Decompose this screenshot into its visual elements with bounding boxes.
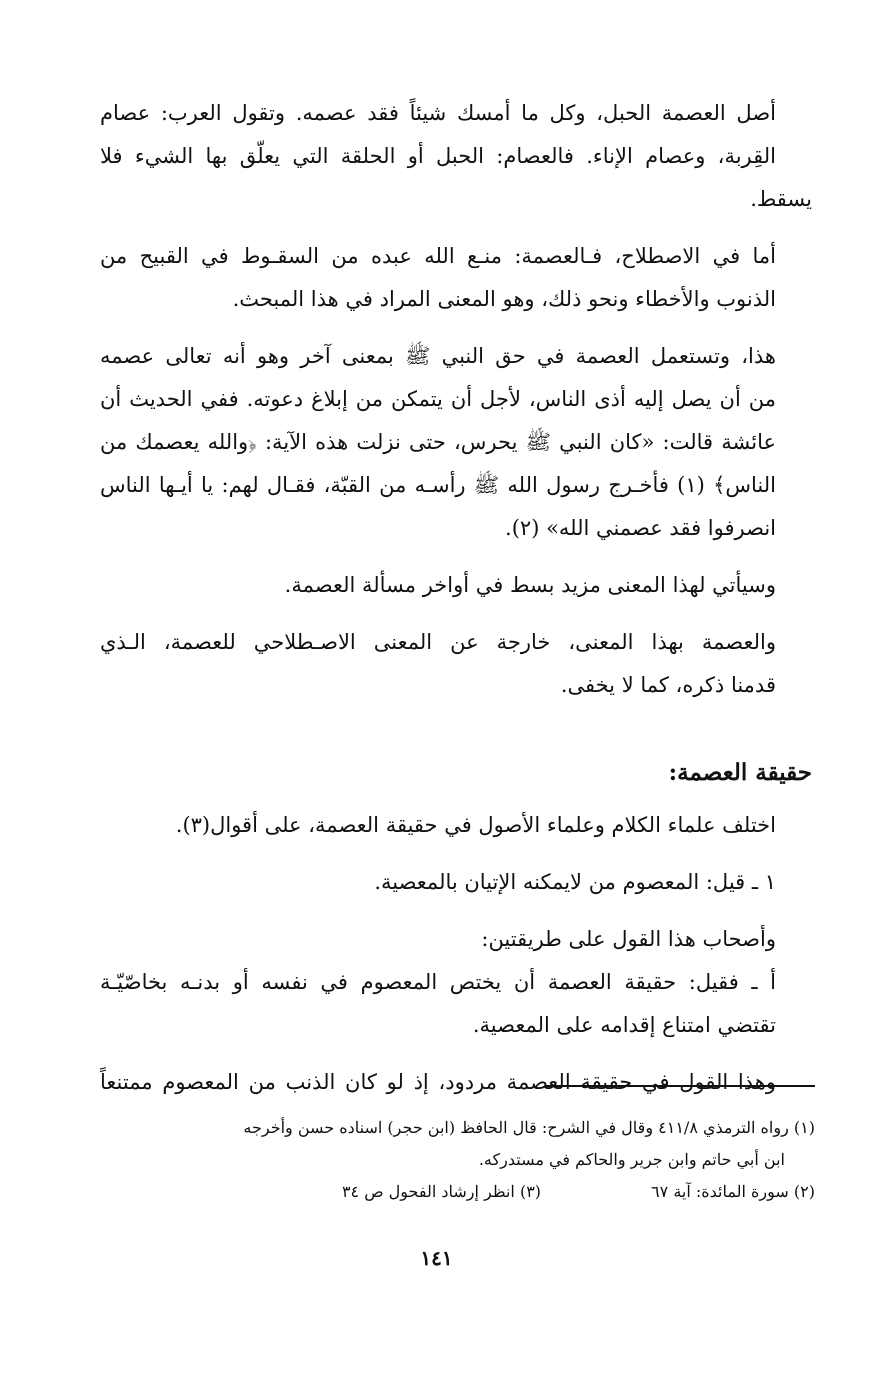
- section-paragraph-4: [100, 961, 812, 1047]
- paragraph-line: القِربة، وعصام الإناء. فالعصام: الحبل أو الحلقة التي يعلّق بها الشيء فلا يسقط.: [100, 144, 812, 211]
- paragraph-4: [100, 564, 812, 607]
- page-body: [100, 92, 812, 1118]
- footnote-2: (٢) سورة المائدة: آية ٦٧: [651, 1182, 815, 1201]
- footnote-1-continuation: ابن أبي حاتم وابن جرير والحاكم في مستدركه.: [478, 1150, 785, 1169]
- footnote-divider: [545, 1085, 815, 1087]
- paragraph-line: قدمنا ذكره، كما لا يخفى.: [560, 673, 776, 697]
- paragraph-line: من أن يصل إليه أذى الناس، لأجل أن يتمكن من إبلاغ دعوته. ففي الحديث أن: [100, 387, 776, 411]
- paragraph-line: أصل العصمة الحبل، وكل ما أمسك شيئاً فقد عصمه. وتقول العرب: عصام: [100, 101, 776, 125]
- paragraph-line: انصرفوا فقد عصمني الله» (٢).: [505, 516, 776, 540]
- paragraph-line: عائشة قالت: «كان النبي ﷺ يحرس، حتى نزلت هذه الآية: ﴿والله يعصمك من: [100, 430, 776, 454]
- paragraph-line: الناس﴾ (١) فأخـرج رسول الله ﷺ رأسـه من القبّة، فقـال لهم: يا أيـها الناس: [100, 473, 777, 497]
- paragraph-line: ١ ـ قيل: المعصوم من لايمكنه الإتيان بالمعصية.: [374, 870, 776, 894]
- section-paragraph-3: [100, 918, 812, 961]
- paragraph-line: تقتضي امتناع إقدامه على المعصية.: [472, 1013, 776, 1037]
- footnote-row: [110, 1176, 815, 1208]
- section-paragraph-5: [100, 1061, 812, 1104]
- section-paragraph-2: [100, 861, 812, 904]
- paragraph-line: وهذا القول في حقيقة العصمة مردود، إذ لو كان الذنب من المعصوم ممتنعاً: [100, 1070, 776, 1094]
- paragraph-line: هذا، وتستعمل العصمة في حق النبي ﷺ بمعنى آخر وهو أنه تعالى عصمه: [100, 344, 776, 368]
- paragraph-line: اختلف علماء الكلام وعلماء الأصول في حقيقة العصمة، على أقوال(٣).: [175, 813, 776, 837]
- paragraph-line: وسيأتي لهذا المعنى مزيد بسط في أواخر مسألة العصمة.: [284, 573, 776, 597]
- paragraph-1: [100, 92, 812, 221]
- paragraph-line: والعصمة بهذا المعنى، خارجة عن المعنى الاصـطلاحي للعصمة، الـذي: [100, 630, 776, 654]
- paragraph-line: الذنوب والأخطاء ونحو ذلك، وهو المعنى المراد في هذا المبحث.: [232, 287, 776, 311]
- paragraph-line: وأصحاب هذا القول على طريقتين:: [481, 927, 776, 951]
- section-heading: حقيقة العصمة:: [668, 759, 812, 786]
- section-paragraph-1: [100, 804, 812, 847]
- paragraph-5: [100, 621, 812, 707]
- page-number: ١٤١: [420, 1246, 453, 1270]
- paragraph-2: [100, 235, 812, 321]
- footnote-3: (٣) انظر إرشاد الفحول ص ٣٤: [341, 1182, 542, 1201]
- paragraph-3: [100, 335, 812, 550]
- paragraph-line: أما في الاصطلاح، فـالعصمة: منـع الله عبده من السقـوط في القبيح من: [100, 244, 776, 268]
- paragraph-line: أ ـ فقيل: حقيقة العصمة أن يختص المعصوم في نفسه أو بدنـه بخاصّيّـة: [100, 970, 776, 994]
- footnote-1: (١) رواه الترمذي ٤١١/٨ وقال في الشرح: قال الحافظ (ابن حجر) اسناده حسن وأخرجه: [243, 1118, 815, 1137]
- footnotes: [110, 1112, 815, 1208]
